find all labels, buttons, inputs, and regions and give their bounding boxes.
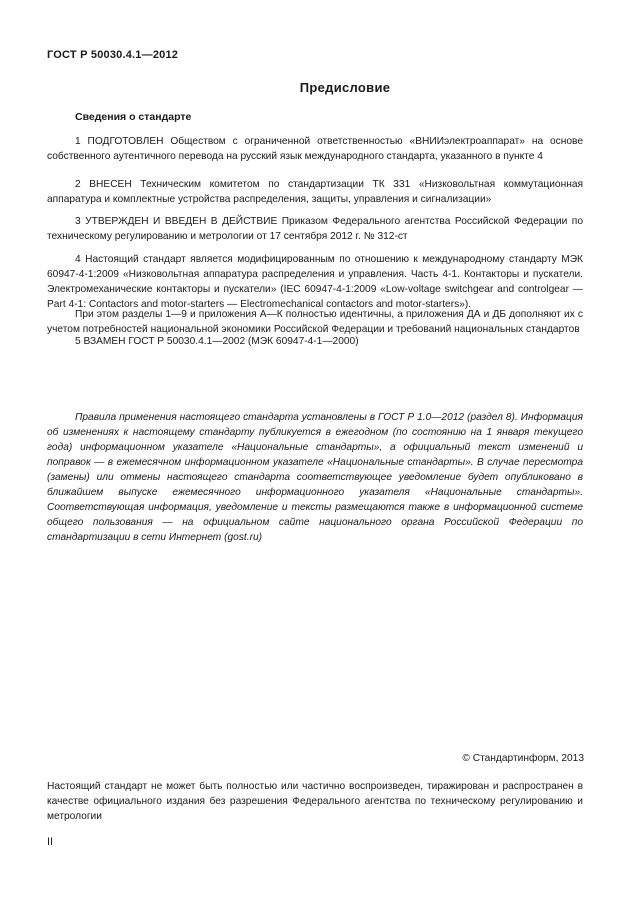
paragraph-3-text: 3 УТВЕРЖДЕН И ВВЕДЕН В ДЕЙСТВИЕ Приказом Федерального агентства Российской Федерации по техническому регулированию и метрологии от 17 сентября 2012 г. № 312-ст (47, 216, 583, 242)
page-title-text: Предисловие (299, 80, 391, 95)
paragraph-4-continuation (47, 307, 583, 337)
page-number: II (47, 836, 54, 848)
paragraph-4 (47, 252, 583, 312)
section-subtitle: Сведения о стандарте (75, 111, 192, 123)
paragraph-3 (47, 214, 583, 244)
paragraph-4-text: 4 Настоящий стандарт является модифицированным по отношению к международному стандарту МЭК 60947-4-1:2009 «Низковольтная аппаратура распределения и управления. Часть 4-1. Контакторы и пускатели. Электромеханические контакторы и пускатели» (IEC 60947-4-1:2009 «Low-voltage switchgear and controlgear — Part 4-1: Contactors and motor-starters — Electromechanical contactors and motor-starters»). (47, 254, 583, 310)
paragraph-1 (47, 134, 583, 164)
paragraph-4-continuation-text: При этом разделы 1—9 и приложения А—К полностью идентичны, а приложения ДА и ДБ дополняют их с учетом потребностей национальной экономики Российской Федерации и требований национальных стандартов (47, 309, 583, 335)
application-rules-notice (47, 410, 583, 545)
application-rules-notice-text: Правила применения настоящего стандарта установлены в ГОСТ Р 1.0—2012 (раздел 8). Информация об изменениях к настоящему стандарту публикуется в ежегодном (по состоянию на 1 января текущего года) информационном указателе «Национальные стандарты», а официальный текст изменений и поправок — в ежемесячном информационном указателе «Национальные стандарты». В случае пересмотра (замены) или отмены настоящего стандарта соответствующее уведомление будет опубликовано в ближайшем выпуске ежемесячного информационного указателя «Национальные стандарты». Соответствующая информация, уведомление и тексты размещаются также в информационной системе общего пользования — на официальном сайте национального органа Российской Федерации по стандартизации в сети Интернет (gost.ru) (47, 412, 583, 543)
paragraph-5 (47, 334, 583, 349)
paragraph-2-text: 2 ВНЕСЕН Техническим комитетом по стандартизации ТК 331 «Низковольтная коммутационная аппаратура и комплектные устройства распределения, защиты, управления и сигнализации» (47, 179, 583, 205)
paragraph-2 (47, 177, 583, 207)
page-title (0, 80, 630, 95)
reproduction-notice-text: Настоящий стандарт не может быть полностью или частично воспроизведен, тиражирован и распространен в качестве официального издания без разрешения Федерального агентства по техническому регулированию и метрологии (47, 781, 583, 822)
paragraph-5-text: 5 ВЗАМЕН ГОСТ Р 50030.4.1—2002 (МЭК 60947-4-1—2000) (75, 336, 359, 347)
reproduction-notice (47, 779, 583, 824)
paragraph-1-text: 1 ПОДГОТОВЛЕН Обществом с ограниченной ответственностью «ВНИИэлектроаппарат» на основе собственного аутентичного перевода на русский язык международного стандарта, указанного в пункте 4 (47, 136, 583, 162)
standard-code-header: ГОСТ Р 50030.4.1—2012 (47, 49, 179, 61)
copyright-line: © Стандартинформ, 2013 (462, 753, 584, 764)
